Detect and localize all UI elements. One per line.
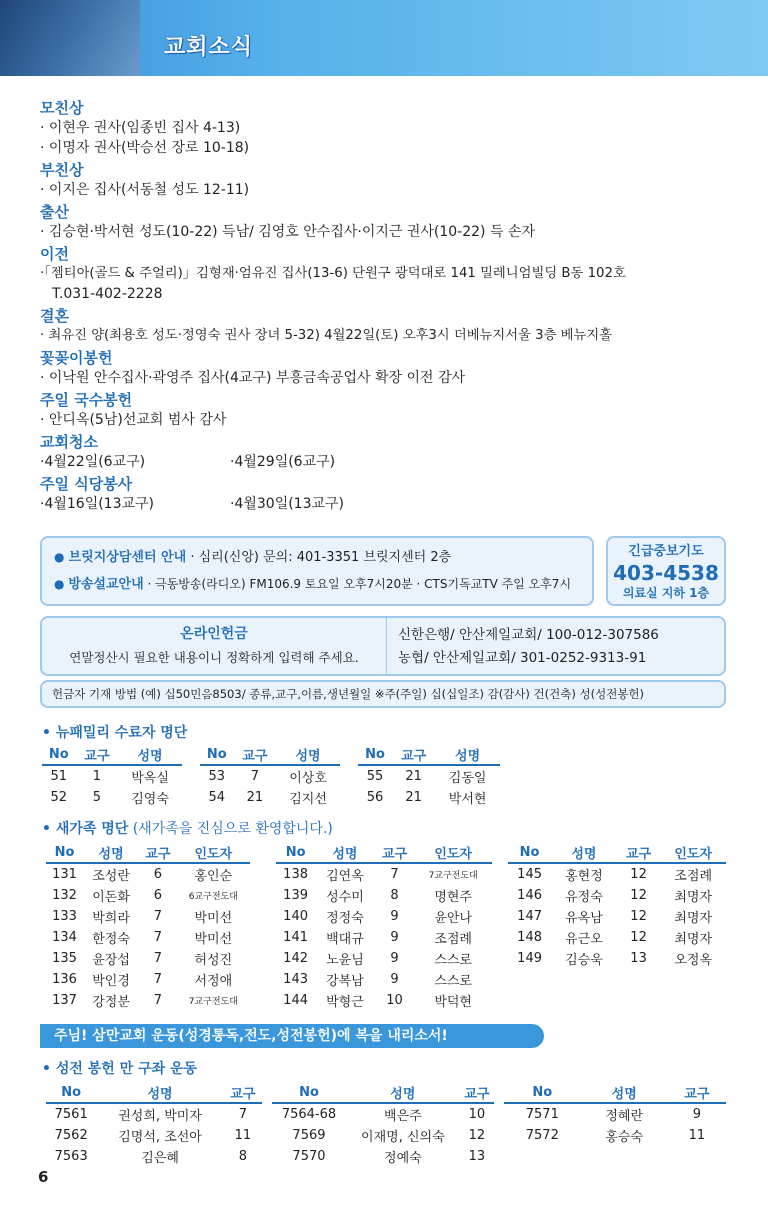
graduates-table-1 xyxy=(42,744,182,808)
news-heading: 모친상 xyxy=(40,99,84,117)
table-row xyxy=(46,863,250,885)
news-birth xyxy=(40,202,740,242)
news-heading: 교회청소 xyxy=(40,433,98,451)
table-cell: 10 xyxy=(468,1107,486,1122)
news-heading: 이전 xyxy=(40,245,69,263)
table-cell: 12 xyxy=(630,909,647,924)
table-row xyxy=(276,885,492,906)
table-cell: 유정숙 xyxy=(565,890,603,905)
table-cell: 136 xyxy=(52,972,77,987)
table-cell: 7570 xyxy=(292,1149,326,1164)
column-header: 성명 xyxy=(83,842,139,863)
table-row xyxy=(508,948,726,969)
table-cell: 김승욱 xyxy=(565,953,603,968)
table-cell: 이재명, 신의숙 xyxy=(361,1130,445,1145)
prayer-banner: 주님! 삼만교회 운동(성경통독,전도,성전봉헌)에 복을 내리소서! xyxy=(40,1024,544,1048)
table-cell: 7 xyxy=(250,769,259,784)
column-header: 성명 xyxy=(346,1082,460,1103)
table-cell: 149 xyxy=(517,951,542,966)
offering-box xyxy=(40,616,726,676)
table-cell: 141 xyxy=(283,930,308,945)
column-header: 교구 xyxy=(224,1082,262,1103)
table-cell: 145 xyxy=(517,867,542,882)
news-heading: 꽃꽂이봉헌 xyxy=(40,349,113,367)
news-heading: 주일 국수봉헌 xyxy=(40,391,133,409)
table-row xyxy=(508,863,726,885)
table-row xyxy=(46,969,250,990)
table-row xyxy=(272,1103,494,1125)
page-title: 교회소식 xyxy=(164,35,254,60)
prayer-number: 403-4538 xyxy=(613,561,719,585)
table-cell: 12 xyxy=(630,930,647,945)
table-row xyxy=(276,863,492,885)
table-row xyxy=(272,1125,494,1146)
col-no: No xyxy=(200,744,234,765)
table-row xyxy=(46,885,250,906)
table-cell: 5 xyxy=(92,790,101,805)
news-meal xyxy=(40,474,740,514)
page-number: 6 xyxy=(38,1168,49,1186)
table-cell: 146 xyxy=(517,888,542,903)
news-noodles xyxy=(40,390,740,430)
temple-table-2 xyxy=(272,1082,494,1167)
prayer-title: 긴급중보기도 xyxy=(628,544,704,559)
meal-date: ·4월16일(13교구) xyxy=(40,496,155,512)
news-line: · 이낙원 안수집사·곽영주 집사(4교구) 부흥금속공업사 확장 이전 감사 xyxy=(40,370,466,386)
news-line: · 이현우 권사(임종빈 집사 4-13) xyxy=(40,120,241,136)
col-district: 교구 xyxy=(234,744,277,765)
bank-account-nonghyup: 농협/ 안산제일교회/ 301-0252-9313-91 xyxy=(398,650,647,666)
table-cell: 13 xyxy=(630,951,647,966)
table-cell: 김동일 xyxy=(448,771,487,786)
header-photo xyxy=(0,0,140,76)
table-cell: 최명자 xyxy=(674,911,713,926)
table-cell: 홍승숙 xyxy=(605,1130,644,1145)
table-cell: 134 xyxy=(52,930,77,945)
table-cell: 조점례 xyxy=(674,869,713,884)
new-family-table-2 xyxy=(276,842,492,1011)
prayer-location: 의료실 지하 1층 xyxy=(622,586,710,600)
table-cell: 8 xyxy=(238,1149,247,1164)
table-cell: 139 xyxy=(283,888,308,903)
table-cell: 7572 xyxy=(525,1128,559,1143)
table-cell: 노윤님 xyxy=(326,953,364,968)
table-cell: 10 xyxy=(386,993,403,1008)
table-row xyxy=(200,765,340,787)
table-row xyxy=(276,948,492,969)
news-wedding xyxy=(40,306,740,346)
table-cell: 142 xyxy=(283,951,308,966)
table-cell: 6 xyxy=(153,867,163,882)
table-cell: 7 xyxy=(153,930,163,945)
column-header: 인도자 xyxy=(414,842,492,863)
column-header: 교구 xyxy=(460,1082,494,1103)
news-line: · 김승현·박서현 성도(10-22) 득남/ 김영호 안수집사·이지근 권사(10-22) 득 손자 xyxy=(40,224,535,240)
table-cell: 7 xyxy=(390,867,399,882)
new-family-table-3 xyxy=(508,842,726,969)
bank-account-shinhan: 신한은행/ 안산제일교회/ 100-012-307586 xyxy=(398,627,659,643)
table-cell: 147 xyxy=(517,909,542,924)
table-cell: 윤장섭 xyxy=(92,953,130,968)
table-cell: 김명석, 조선아 xyxy=(118,1130,202,1145)
news-heading: 주일 식당봉사 xyxy=(40,475,133,493)
col-district: 교구 xyxy=(392,744,435,765)
table-row xyxy=(504,1125,726,1146)
table-cell: 유옥남 xyxy=(565,911,603,926)
table-cell: 박인경 xyxy=(92,974,130,989)
column-header: 성명 xyxy=(315,842,374,863)
table-row xyxy=(200,787,340,808)
table-cell: 133 xyxy=(52,909,77,924)
table-cell: 6 xyxy=(153,888,163,903)
table-cell: 138 xyxy=(283,867,308,882)
table-row xyxy=(508,906,726,927)
table-cell: 7 xyxy=(153,972,163,987)
table-cell: 55 xyxy=(366,769,384,784)
news-cleaning xyxy=(40,432,740,472)
table-cell: 정혜란 xyxy=(605,1109,644,1124)
bullet-icon: ● xyxy=(54,577,65,591)
table-cell: 7564-68 xyxy=(281,1107,337,1122)
table-cell: 8 xyxy=(390,888,399,903)
temple-offering-heading: • 성전 봉헌 만 구좌 운동 xyxy=(42,1061,198,1077)
table-cell: 7 xyxy=(238,1107,247,1122)
table-cell: 박형근 xyxy=(326,995,364,1010)
table-cell: 박옥실 xyxy=(131,771,169,786)
column-header: No xyxy=(46,842,83,863)
table-cell: 7562 xyxy=(54,1128,88,1143)
column-header: 인도자 xyxy=(660,842,726,863)
table-cell: 12 xyxy=(468,1128,486,1143)
column-header: 성명 xyxy=(551,842,617,863)
broadcast-text: · 극동방송(라디오) FM106.9 토요일 오후7시20분 · CTS기독교TV 주일 오후7시 xyxy=(143,577,572,591)
counseling-text: · 심리(신앙) 문의: 401-3351 브릿지센터 2층 xyxy=(186,550,452,565)
table-cell: 7561 xyxy=(54,1107,88,1122)
col-no: No xyxy=(42,744,76,765)
table-cell: 135 xyxy=(52,951,77,966)
table-cell: 6교구전도대 xyxy=(188,892,238,902)
column-header: 교구 xyxy=(139,842,176,863)
table-cell: 132 xyxy=(52,888,77,903)
table-cell: 이돈화 xyxy=(92,890,130,905)
table-row xyxy=(46,1103,262,1125)
table-cell: 강정분 xyxy=(92,995,130,1010)
table-cell: 박희라 xyxy=(92,911,130,926)
column-header: No xyxy=(46,1082,96,1103)
table-row xyxy=(46,1125,262,1146)
table-cell: 정정숙 xyxy=(326,911,364,926)
table-cell: 51 xyxy=(50,769,68,784)
column-header: No xyxy=(272,1082,346,1103)
table-cell: 11 xyxy=(688,1128,706,1143)
table-cell: 7교구전도대 xyxy=(188,997,238,1007)
table-cell: 김연옥 xyxy=(326,869,364,884)
new-family-heading xyxy=(42,818,333,838)
table-row xyxy=(46,927,250,948)
table-cell: 최명자 xyxy=(674,890,713,905)
table-row xyxy=(358,765,500,787)
graduates-table-2 xyxy=(200,744,340,808)
col-no: No xyxy=(358,744,392,765)
table-cell: 김영숙 xyxy=(131,792,169,807)
news-heading: 출산 xyxy=(40,203,69,221)
news-mourning-father xyxy=(40,160,740,200)
table-cell: 강복남 xyxy=(326,974,364,989)
table-cell: 유근오 xyxy=(565,932,603,947)
offering-method-box xyxy=(40,680,726,708)
table-cell: 9 xyxy=(390,909,399,924)
col-name: 성명 xyxy=(435,744,500,765)
column-header: 교구 xyxy=(375,842,415,863)
table-cell: 7563 xyxy=(54,1149,88,1164)
table-cell: 백은주 xyxy=(384,1109,422,1124)
cleaning-date: ·4월29일(6교구) xyxy=(230,454,336,470)
table-cell: 성수미 xyxy=(326,890,364,905)
table-row xyxy=(276,927,492,948)
header-banner xyxy=(0,0,768,76)
table-cell: 백대규 xyxy=(326,932,364,947)
counseling-title: 브릿지상담센터 안내 xyxy=(68,550,187,565)
table-cell: 김지선 xyxy=(289,792,327,807)
table-row xyxy=(358,787,500,808)
table-cell: 박서현 xyxy=(448,792,487,807)
table-cell: 서정애 xyxy=(194,974,233,989)
table-cell: 김은혜 xyxy=(141,1151,179,1166)
table-cell: 9 xyxy=(390,930,399,945)
table-cell: 140 xyxy=(283,909,308,924)
table-cell: 7571 xyxy=(525,1107,559,1122)
new-family-title: • 새가족 명단 xyxy=(42,821,129,837)
table-cell: 홍인순 xyxy=(194,869,233,884)
table-row xyxy=(46,1146,262,1167)
table-cell: 12 xyxy=(630,888,647,903)
column-header: 교구 xyxy=(617,842,661,863)
col-district: 교구 xyxy=(76,744,119,765)
news-relocation xyxy=(40,244,740,304)
table-cell: 13 xyxy=(468,1149,486,1164)
table-cell: 143 xyxy=(283,972,308,987)
column-header: 인도자 xyxy=(177,842,250,863)
table-cell: 137 xyxy=(52,993,77,1008)
table-cell: 53 xyxy=(208,769,226,784)
table-row xyxy=(46,948,250,969)
table-cell: 한정숙 xyxy=(92,932,130,947)
news-mourning-mother xyxy=(40,98,740,158)
table-cell: 7교구전도대 xyxy=(428,871,478,881)
info-box xyxy=(40,536,594,606)
table-cell: 9 xyxy=(390,972,399,987)
news-line: · 안디옥(5남)선교회 범사 감사 xyxy=(40,412,227,428)
news-line: ·「젬티아(골드 & 주얼리)」김형재·엄유진 집사(13-6) 단원구 광덕대로 141 밀레니엄빌딩 B동 102호 xyxy=(40,266,626,281)
table-cell: 허성진 xyxy=(194,953,233,968)
graduates-table-3 xyxy=(358,744,500,808)
table-row xyxy=(42,765,182,787)
table-cell: 박미선 xyxy=(194,911,233,926)
news-line: T.031-402-2228 xyxy=(52,286,163,302)
table-cell: 52 xyxy=(50,790,68,805)
table-cell: 54 xyxy=(208,790,226,805)
news-line: · 이지은 집사(서동철 성도 12-11) xyxy=(40,182,250,198)
table-cell: 1 xyxy=(92,769,101,784)
table-row xyxy=(46,990,250,1011)
table-cell: 21 xyxy=(405,790,422,805)
column-header: 성명 xyxy=(96,1082,223,1103)
table-cell: 7 xyxy=(153,993,163,1008)
table-cell: 조성란 xyxy=(92,869,130,884)
table-cell: 홍현정 xyxy=(565,869,603,884)
new-family-table-1 xyxy=(46,842,250,1011)
table-cell: 56 xyxy=(366,790,384,805)
column-header: 교구 xyxy=(668,1082,726,1103)
table-row xyxy=(276,906,492,927)
news-heading: 결혼 xyxy=(40,307,69,325)
news-line: · 최유진 양(최용호 성도·정영숙 권사 장녀 5-32) 4월22일(토) 오후3시 더베뉴지서울 3층 베뉴지홀 xyxy=(40,328,613,343)
table-cell: 11 xyxy=(234,1128,252,1143)
table-cell: 권성희, 박미자 xyxy=(118,1109,202,1124)
news-flowers xyxy=(40,348,740,388)
table-cell: 박미선 xyxy=(194,932,233,947)
table-cell: 명현주 xyxy=(434,890,472,905)
column-header: No xyxy=(276,842,315,863)
table-cell: 이상호 xyxy=(289,771,327,786)
table-cell: 정예숙 xyxy=(384,1151,422,1166)
bullet-icon: ● xyxy=(54,550,65,564)
table-cell: 조점례 xyxy=(434,932,472,947)
prayer-box xyxy=(606,536,726,606)
table-cell: 오정옥 xyxy=(674,953,713,968)
news-line: · 이명자 권사(박승선 장로 10-18) xyxy=(40,140,250,156)
table-cell: 9 xyxy=(692,1107,702,1122)
table-cell: 7 xyxy=(153,951,163,966)
church-news xyxy=(40,96,740,514)
table-cell: 윤안나 xyxy=(434,911,472,926)
news-heading: 부친상 xyxy=(40,161,84,179)
temple-table-1 xyxy=(46,1082,262,1167)
offering-method: 헌금자 기재 방법 (예) 십50민음8503/ 종류,교구,이름,생년월일 ※주(주일) 십(십일조) 감(감사) 건(건축) 성(성전봉헌) xyxy=(52,687,645,701)
table-row xyxy=(42,787,182,808)
table-cell: 박덕현 xyxy=(434,995,472,1010)
table-cell: 12 xyxy=(630,867,647,882)
table-row xyxy=(276,969,492,990)
cleaning-date: ·4월22일(6교구) xyxy=(40,454,146,470)
table-row xyxy=(272,1146,494,1167)
col-name: 성명 xyxy=(118,744,182,765)
table-cell: 21 xyxy=(246,790,264,805)
table-cell: 스스로 xyxy=(434,953,472,968)
col-name: 성명 xyxy=(276,744,340,765)
temple-table-3 xyxy=(504,1082,726,1146)
column-header: No xyxy=(504,1082,581,1103)
table-row xyxy=(504,1103,726,1125)
column-header: 성명 xyxy=(581,1082,668,1103)
meal-date: ·4월30일(13교구) xyxy=(230,496,345,512)
offering-note: 연말정산시 필요한 내용이니 정확하게 입력해 주세요. xyxy=(69,650,359,665)
table-cell: 7569 xyxy=(292,1128,326,1143)
table-cell: 21 xyxy=(405,769,422,784)
table-row xyxy=(276,990,492,1011)
table-row xyxy=(508,885,726,906)
offering-title: 온라인헌금 xyxy=(180,626,248,642)
table-cell: 148 xyxy=(517,930,542,945)
table-row xyxy=(46,906,250,927)
newfamily-graduates-heading: • 뉴패밀리 수료자 명단 xyxy=(42,725,188,741)
table-cell: 7 xyxy=(153,909,163,924)
table-cell: 131 xyxy=(52,867,77,882)
table-cell: 9 xyxy=(390,951,399,966)
new-family-subtitle: (새가족을 진심으로 환영합니다.) xyxy=(128,821,333,837)
column-header: No xyxy=(508,842,551,863)
table-row xyxy=(508,927,726,948)
table-cell: 최명자 xyxy=(674,932,713,947)
broadcast-title: 방송설교안내 xyxy=(68,577,144,592)
table-cell: 스스로 xyxy=(434,974,472,989)
table-cell: 144 xyxy=(283,993,308,1008)
